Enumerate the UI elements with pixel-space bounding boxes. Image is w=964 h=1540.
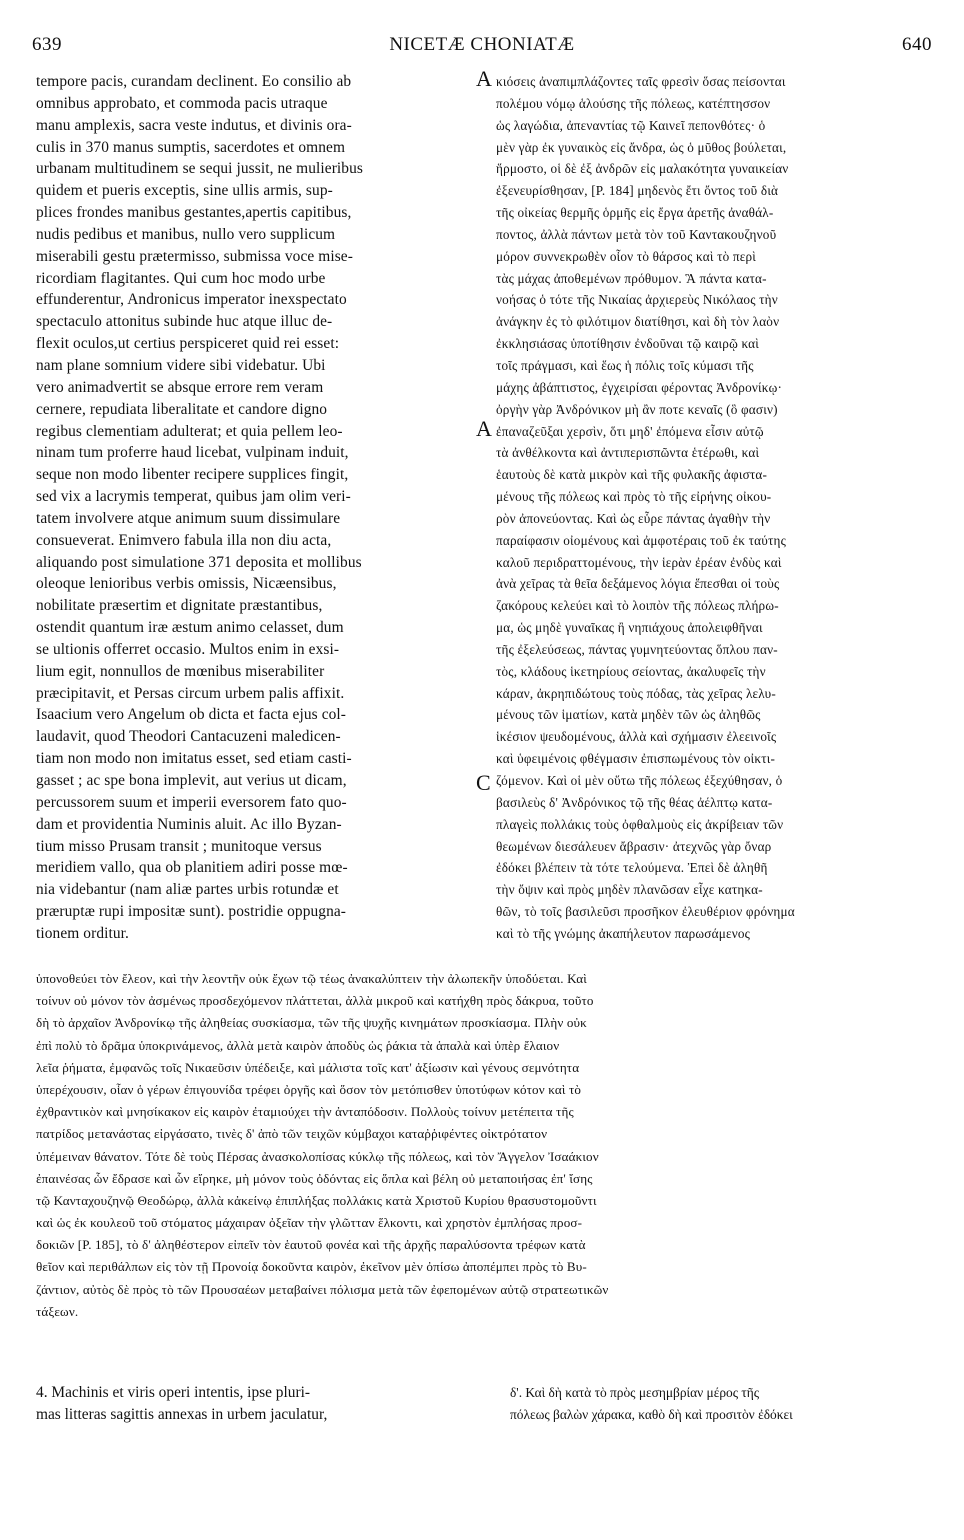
latin-text-line: tium misso Prusam transit ; munitoque versus: [36, 837, 322, 855]
greek-text-line: ὀργὴν γὰρ Ἀνδρόνικον μὴ ἂν ποτε κεναῖς (ὃ φασιν): [496, 401, 778, 417]
greek-text-line: τῆς ἐξελεύσεως, πάντας γυμνητεύοντας ὅπλου παν-: [496, 641, 778, 657]
latin-text-line: oleoque lenioribus verbis omissis, Nicæensibus,: [36, 575, 337, 593]
latin-text-line: tatem involvere atque animum suum dissimulare: [36, 509, 341, 527]
greek-text-line: μένους τῶν ἱματίων, κατὰ μηδὲν τῶν ὡς ἀληθῶς: [496, 707, 761, 723]
latin-text-line: ninam tum proferre haud licebat, vulpinam induit,: [36, 444, 349, 462]
latin-text-line: laudavit, quod Theodori Cantacuzeni maledicen-: [36, 728, 341, 746]
full-width-text-line: ἐπὶ πολὺ τὸ δρᾶμα ὑποκρινάμενος, ἀλλὰ μετὰ καιρὸν ἀποδὺς ὡς ῥάκια τὰ ἁπαλὰ καὶ ὑπὲρ ἔλαιον: [36, 1037, 560, 1053]
greek-text-line: θεωμένων διεσάλευεν ἄβρασιν· ἀτεχνῶς γὰρ ὄναρ: [496, 838, 772, 854]
full-width-text-line: ἐχθραντικὸν καὶ μνησίκακον εἰς καιρὸν ἐταμιούχει τὴν ἀνταπόδοσιν. Πολλοὺς τοίνυν μετέπειτα τῆς: [36, 1104, 574, 1120]
greek-text-line: πόλεως βαλὼν χάρακα, καθὸ δὴ καὶ προσιτὸν ἐδόκει: [510, 1406, 793, 1422]
latin-text-line: flexit oculos,ut certius perspiceret quid rei esset:: [36, 335, 340, 353]
full-width-text-line: δοκιῶν [P. 185], τὸ δ' ἀληθέστερον εἰπεῖν τὸν ἑαυτοῦ φονέα καὶ τῆς ἀρχῆς παραλύσοντα τρέφων κατὰ: [36, 1237, 586, 1253]
greek-text-line: μένους τῆς πόλεως καὶ πρὸς τὸ τῆς εἰρήνης οἰκου-: [496, 489, 772, 505]
greek-text-line: τὸς, κλάδους ἱκετηρίους σείοντας, ἀκαλυφεῖς τὴν: [496, 663, 766, 679]
latin-text-line: plices frondes manibus gestantes,apertis capitibus,: [36, 204, 352, 222]
greek-text-line: τὴν ὄψιν καὶ πρὸς μηδὲν πλανῶσαν εἶχε κατηκα-: [496, 882, 763, 898]
full-width-text-line: ὑπέμειναν θάνατον. Τότε δὲ τοὺς Πέρσας ἀνασκολοπίσας κύκλῳ τῆς πόλεως, καὶ τὸν Ἄγγελον Ἰσαάκιον: [36, 1148, 599, 1164]
latin-section-4: [36, 1382, 476, 1426]
greek-text-line: μὲν γὰρ ἐκ γυναικὸς εἰς ἄνδρα, ὡς ὁ μῦθος βούλεται,: [496, 139, 787, 155]
greek-text-line: ἥρμοστο, οἱ δὲ ἐξ ἀνδρῶν εἰς μαλακότητα γυναικείαν: [496, 161, 789, 177]
greek-text-line: βασιλεὺς δ' Ἀνδρόνικος τῷ τῆς θέας ἀέλπτῳ κατα-: [496, 794, 773, 810]
greek-text-line: ὡς λαγώδια, ἀπεναντίας τῷ Καινεῖ πεπονθότες· ὁ: [496, 117, 766, 133]
greek-text-line: τὰς μάχας ἀποθεμένων πρόθυμον. Ἃ πάντα κατα-: [496, 270, 767, 286]
greek-text-line: ἐπαναζεῦξαι χερσὶν, ὅτι μηδ' ἐπόμενα εἶσιν αὐτῷ: [496, 423, 764, 439]
latin-text-line: culis in 370 manus sumptis, sacerdotes et omnem: [36, 138, 346, 156]
latin-text-line: nam plane somnium videre sibi videbatur. Ubi: [36, 356, 326, 374]
latin-text-line: consueverat. Enimvero fabula illa non diu acta,: [36, 531, 332, 549]
greek-text-line: καὶ ὑφειμένοις φθέγμασιν ἐπισπωμένους τὸν οἰκτι-: [496, 751, 776, 767]
latin-text-line: tionem orditur.: [36, 924, 129, 942]
latin-text-line: mas litteras sagittis annexas in urbem jaculatur,: [36, 1405, 328, 1423]
latin-text-line: gasset ; ac spe bona implevit, aut verius ut dicam,: [36, 772, 347, 789]
latin-text-line: sed vix a lacrymis temperat, quibus jam olim veri-: [36, 488, 351, 506]
latin-text-line: aliquando post simulatione 371 deposita et mollibus: [36, 553, 362, 571]
latin-text-line: nia videbantur (nam aliæ partes urbis rotundæ et: [36, 881, 339, 899]
greek-text-line: μα, ὡς μηδὲ γυναῖκας ἢ νηπιάχους ἀπολειφθῆναι: [496, 620, 763, 636]
latin-text-line: spectaculo attonitus subinde huc atque illuc de-: [36, 313, 333, 331]
latin-text-line: meridiem vallo, qua ob planitiem adiri posse mœ-: [36, 859, 348, 877]
latin-text-line: ostendit quantum iræ æstum animo celasset, dum: [36, 619, 344, 637]
page-header: [30, 34, 934, 60]
full-width-text-line: τῷ Κανταχουζηνῷ Θεοδώρῳ, ἀλλὰ κἀκείνῳ ἐπιπλήξας πολλάκις κατὰ Χριστοῦ Κυρίου θρασυστομοῦντι: [36, 1192, 597, 1208]
full-width-text-line: πατρίδος μετανάστας εἰργάσατο, τινὲς δ' ἀπὸ τῶν τειχῶν κύμβαχοι καταῤῥιφέντες οἰκτρότατον: [36, 1126, 548, 1142]
greek-text-line: ἐδόκει βλέπειν τὰ τότε τελούμενα. Ἐπεὶ δὲ ἀληθῆ: [496, 860, 768, 876]
margin-marker-c: C: [476, 770, 491, 795]
margin-marker-a-second: A: [476, 416, 492, 441]
latin-text-line: regibus clementiam adulterat; et quia pellem leo-: [36, 422, 343, 440]
latin-text-line: nudis pedibus et manibus, nullo vero supplicum: [36, 225, 336, 243]
greek-text-line: καλοῦ περιδραττομένους, τὴν ἱερὰν ἐρέαν ἐνδὺς καὶ: [496, 554, 782, 570]
greek-text-line: μόρον συννεκρωθὲν οἷον τὸ θάρσος καὶ τὸ περὶ: [496, 248, 757, 264]
full-width-text-line: καὶ ὡς ἐκ κουλεοῦ τοῦ στόματος μάχαιραν ὀξεῖαν τὴν γλῶτταν ἕλκοντι, καὶ χρηστὸν ἐμπλήσας προσ-: [36, 1215, 583, 1231]
running-title: NICETÆ CHONIATÆ: [389, 34, 575, 55]
latin-text-line: tempore pacis, curandam declinent. Eo consilio ab: [36, 73, 352, 90]
latin-text-line: percussorem suum et imperii eversorem fato quo-: [36, 793, 347, 811]
greek-text-line: ἐκκλησιάσας ὑποτίθησιν ἐνδοῦναι τῷ καιρῷ καὶ: [496, 336, 760, 352]
greek-text-line: ζόμενον. Καὶ οἱ μὲν οὕτω τῆς πόλεως ἐξεχύθησαν, ὁ: [496, 773, 783, 788]
latin-text-line: cernere, repudiata liberalitate et candore digno: [36, 400, 328, 418]
latin-text-line: quidem et pueris exceptis, sine ullis armis, sup-: [36, 182, 333, 200]
full-width-text-line: δὴ τὸ ἀρχαῖον Ἀνδρονίκῳ τῆς ἀληθείας συσκίασμα, τῶν τῆς ψυχῆς κινημάτων προσκίασμα. Πλὴν οὐκ: [36, 1015, 587, 1031]
greek-text-line: ἀνὰ χεῖρας τὰ θεῖα δεξάμενος λόγια ἕπεσθαι οἱ τοὺς: [496, 576, 780, 592]
greek-text-line: κιόσεις ἀναπιμπλάζοντες ταῖς φρεσὶν ὅσας πείσονται: [496, 74, 786, 89]
full-width-text-line: ζάντιον, αὐτὸς δὲ πρὸς τὸ τῶν Προυσαέων μεταβαίνει πόλισμα μετὰ τῶν ἐφεπομένων αὐτῷ στρατεωτικῶν: [36, 1281, 609, 1297]
greek-text-line: μάχης ἀβάπτιστος, ἐγχειρίσαι φέροντας Ἀνδρονίκῳ·: [496, 379, 783, 395]
full-width-text-line: θεῖον καὶ περιθάλπων εἰς τὸν τῇ Προνοίᾳ δοκοῦντα καιρὸν, ἐκεῖνον μὲν ὀπίσω ἀποπέμπει πρὸς τὸ Βυ-: [36, 1259, 587, 1275]
full-width-text-line: τάξεων.: [36, 1303, 79, 1319]
greek-text-line: ἑαυτοὺς δὲ κατὰ μικρὸν καὶ τῆς φυλακῆς ἀφιστα-: [496, 467, 768, 483]
greek-text-line: ἀνάγκην ἐς τὸ φιλότιμον διατίθησι, καὶ δὴ τὸν λαὸν: [496, 314, 780, 330]
latin-text-line: præcipitavit, et Persas circum urbem palis affixit.: [36, 684, 345, 702]
latin-text-line: nobilitate præsertim et dignitate præstantibus,: [36, 597, 323, 615]
latin-text-line: præruptæ rupi impositæ sunt). postridie oppugna-: [36, 903, 347, 921]
greek-text-line: πολέμου νόμῳ ἁλούσης τῆς πόλεως, κατέπτησσον: [496, 95, 771, 111]
latin-text-line: manu amplexis, sacra veste indutus, et divinis ora-: [36, 116, 352, 134]
latin-text-line: 4. Machinis et viris operi intentis, ipse pluri-: [36, 1384, 310, 1401]
greek-section-4: [510, 1382, 932, 1426]
full-width-text-line: λεῖα ῥήματα, ἐμφανῶς τοῖς Νικαεῦσιν ὑπέδειξε, καὶ μάλιστα τοῖς κατ' ἀξίωσιν καὶ γένους σεμνότητα: [36, 1059, 580, 1075]
greek-text-line: ρὸν ἀπονεύοντας. Καὶ ὡς εὗρε πάντας ἀγαθὴν τὴν: [496, 510, 771, 526]
full-width-text-line: ὑπονοθεύει τὸν ἔλεον, καὶ τὴν λεοντῆν οὐκ ἔχων τῷ τέως ἀνακαλύπτειν τὴν ἀλωπεκῆν ὑποδύεται. Καὶ: [36, 971, 587, 986]
greek-text-line: τῆς οἰκείας θερμῆς ὁρμῆς εἰς ἔργα ἀρετῆς ἀναθάλ-: [496, 205, 774, 221]
full-width-text-line: τοίνυν οὐ μόνον τὸν ἀσμένως προσδεχόμενον πλάττεται, ἀλλὰ μικροῦ καὶ κατήχθη πρὸς δάκρυα, τοῦτο: [36, 993, 594, 1009]
greek-text-line: ποντος, ἀλλὰ πάντων μετὰ τὸν τοῦ Καντακουζηνοῦ: [496, 226, 777, 242]
latin-text-line: miserabili gestu prætermisso, submissa voce mise-: [36, 247, 353, 265]
latin-text-line: lium egit, nonnullos de mœnibus miserabiliter: [36, 662, 325, 680]
latin-text-line: seque non modo libenter recipere supplices fingit,: [36, 466, 349, 484]
full-width-text-line: ἐπαινέσας ὧν ἔδρασε καὶ ὧν εἴρηκε, μὴ μόνον τοὺς ὀδόντας εἰς ὅπλα καὶ βέλη οὐ μεταποιήσας ἐπ' ἴσης: [36, 1170, 593, 1186]
latin-text-line: Isaacium vero Angelum ob dicta et facta ejus col-: [36, 706, 347, 724]
greek-text-line: ἐξενευρίσθησαν, [P. 184] μηδενὸς ἔτι ὄντος τοῦ διὰ: [496, 183, 779, 199]
greek-full-width-text: [36, 968, 932, 1323]
greek-column: [496, 71, 930, 945]
latin-text-line: ricordiam flagitantes. Qui cum hoc modo urbe: [36, 269, 326, 287]
greek-text-line: θῶν, τὸ τοῖς βασιλεῦσι προσῆκον ἐλευθέριον φρόνημα: [496, 904, 795, 920]
latin-column: [36, 71, 476, 945]
margin-marker-a: A: [476, 66, 492, 91]
page-number-right: 640: [902, 34, 932, 55]
latin-text-line: se ultionis offerret occasio. Multos enim in exsi-: [36, 640, 340, 658]
greek-text-line: πλαγεὶς πολλάκις τοὺς ὀφθαλμοὺς εἰς ἀκρίβειαν τῶν: [496, 816, 784, 832]
greek-text-line: τοῖς πράγμασι, καὶ ἕως ἡ πόλις τοῖς κύμασι τῆς: [496, 357, 754, 373]
latin-text-line: omnibus approbato, et commoda pacis utraque: [36, 94, 328, 112]
latin-text-line: effunderentur, Andronicus imperator inexspectato: [36, 291, 347, 309]
greek-text-line: ἱκέσιον ψευδομένους, ἀλλὰ καὶ σχήμασιν ἐλεεινοῖς: [496, 729, 777, 745]
greek-text-line: καὶ τὸ τῆς γνώμης ἀκαπήλευτον παρωσάμενος: [496, 925, 751, 941]
latin-text-line: urbanam multitudinem se sequi jussit, ne mulieribus: [36, 160, 363, 178]
greek-text-line: τὰ ἀνθέλκοντα καὶ ἀντιπερισπῶντα ἑτέρωθι, καὶ: [496, 445, 760, 461]
latin-text-line: tiam non modo non imitatus esset, sed etiam casti-: [36, 750, 352, 768]
latin-text-line: dam et providentia Numinis aluit. Ac illo Byzan-: [36, 815, 342, 833]
greek-text-line: δ'. Καὶ δὴ κατὰ τὸ πρὸς μεσημβρίαν μέρος τῆς: [510, 1385, 760, 1400]
greek-text-line: ζακόρους κελεύει καὶ τὸ λοιπὸν τῆς πόλεως πλήρω-: [496, 598, 779, 614]
greek-text-line: παραίφασιν οἰομένους καὶ ἀμφοτέραις τοῦ ἐκ ταύτης: [496, 532, 787, 548]
full-width-text-line: ὑπερέχουσιν, οἷαν ὁ γέρων ἐπιγουνίδα τρέφει ὀργῆς καὶ ὅσον τὸν μετόπισθεν ὑποτύφων κότον καὶ τὸ: [36, 1081, 582, 1097]
greek-text-line: κάραν, ἀκρηπιδώτους τοὺς πόδας, τὰς χεῖρας λελυ-: [496, 685, 776, 701]
latin-text-line: vero animadvertit se absque errore rem veram: [36, 378, 324, 396]
page-number-left: 639: [32, 34, 62, 55]
greek-text-line: νοήσας ὁ τότε τῆς Νικαίας ἀρχιερεὺς Νικόλαος τὴν: [496, 292, 778, 308]
